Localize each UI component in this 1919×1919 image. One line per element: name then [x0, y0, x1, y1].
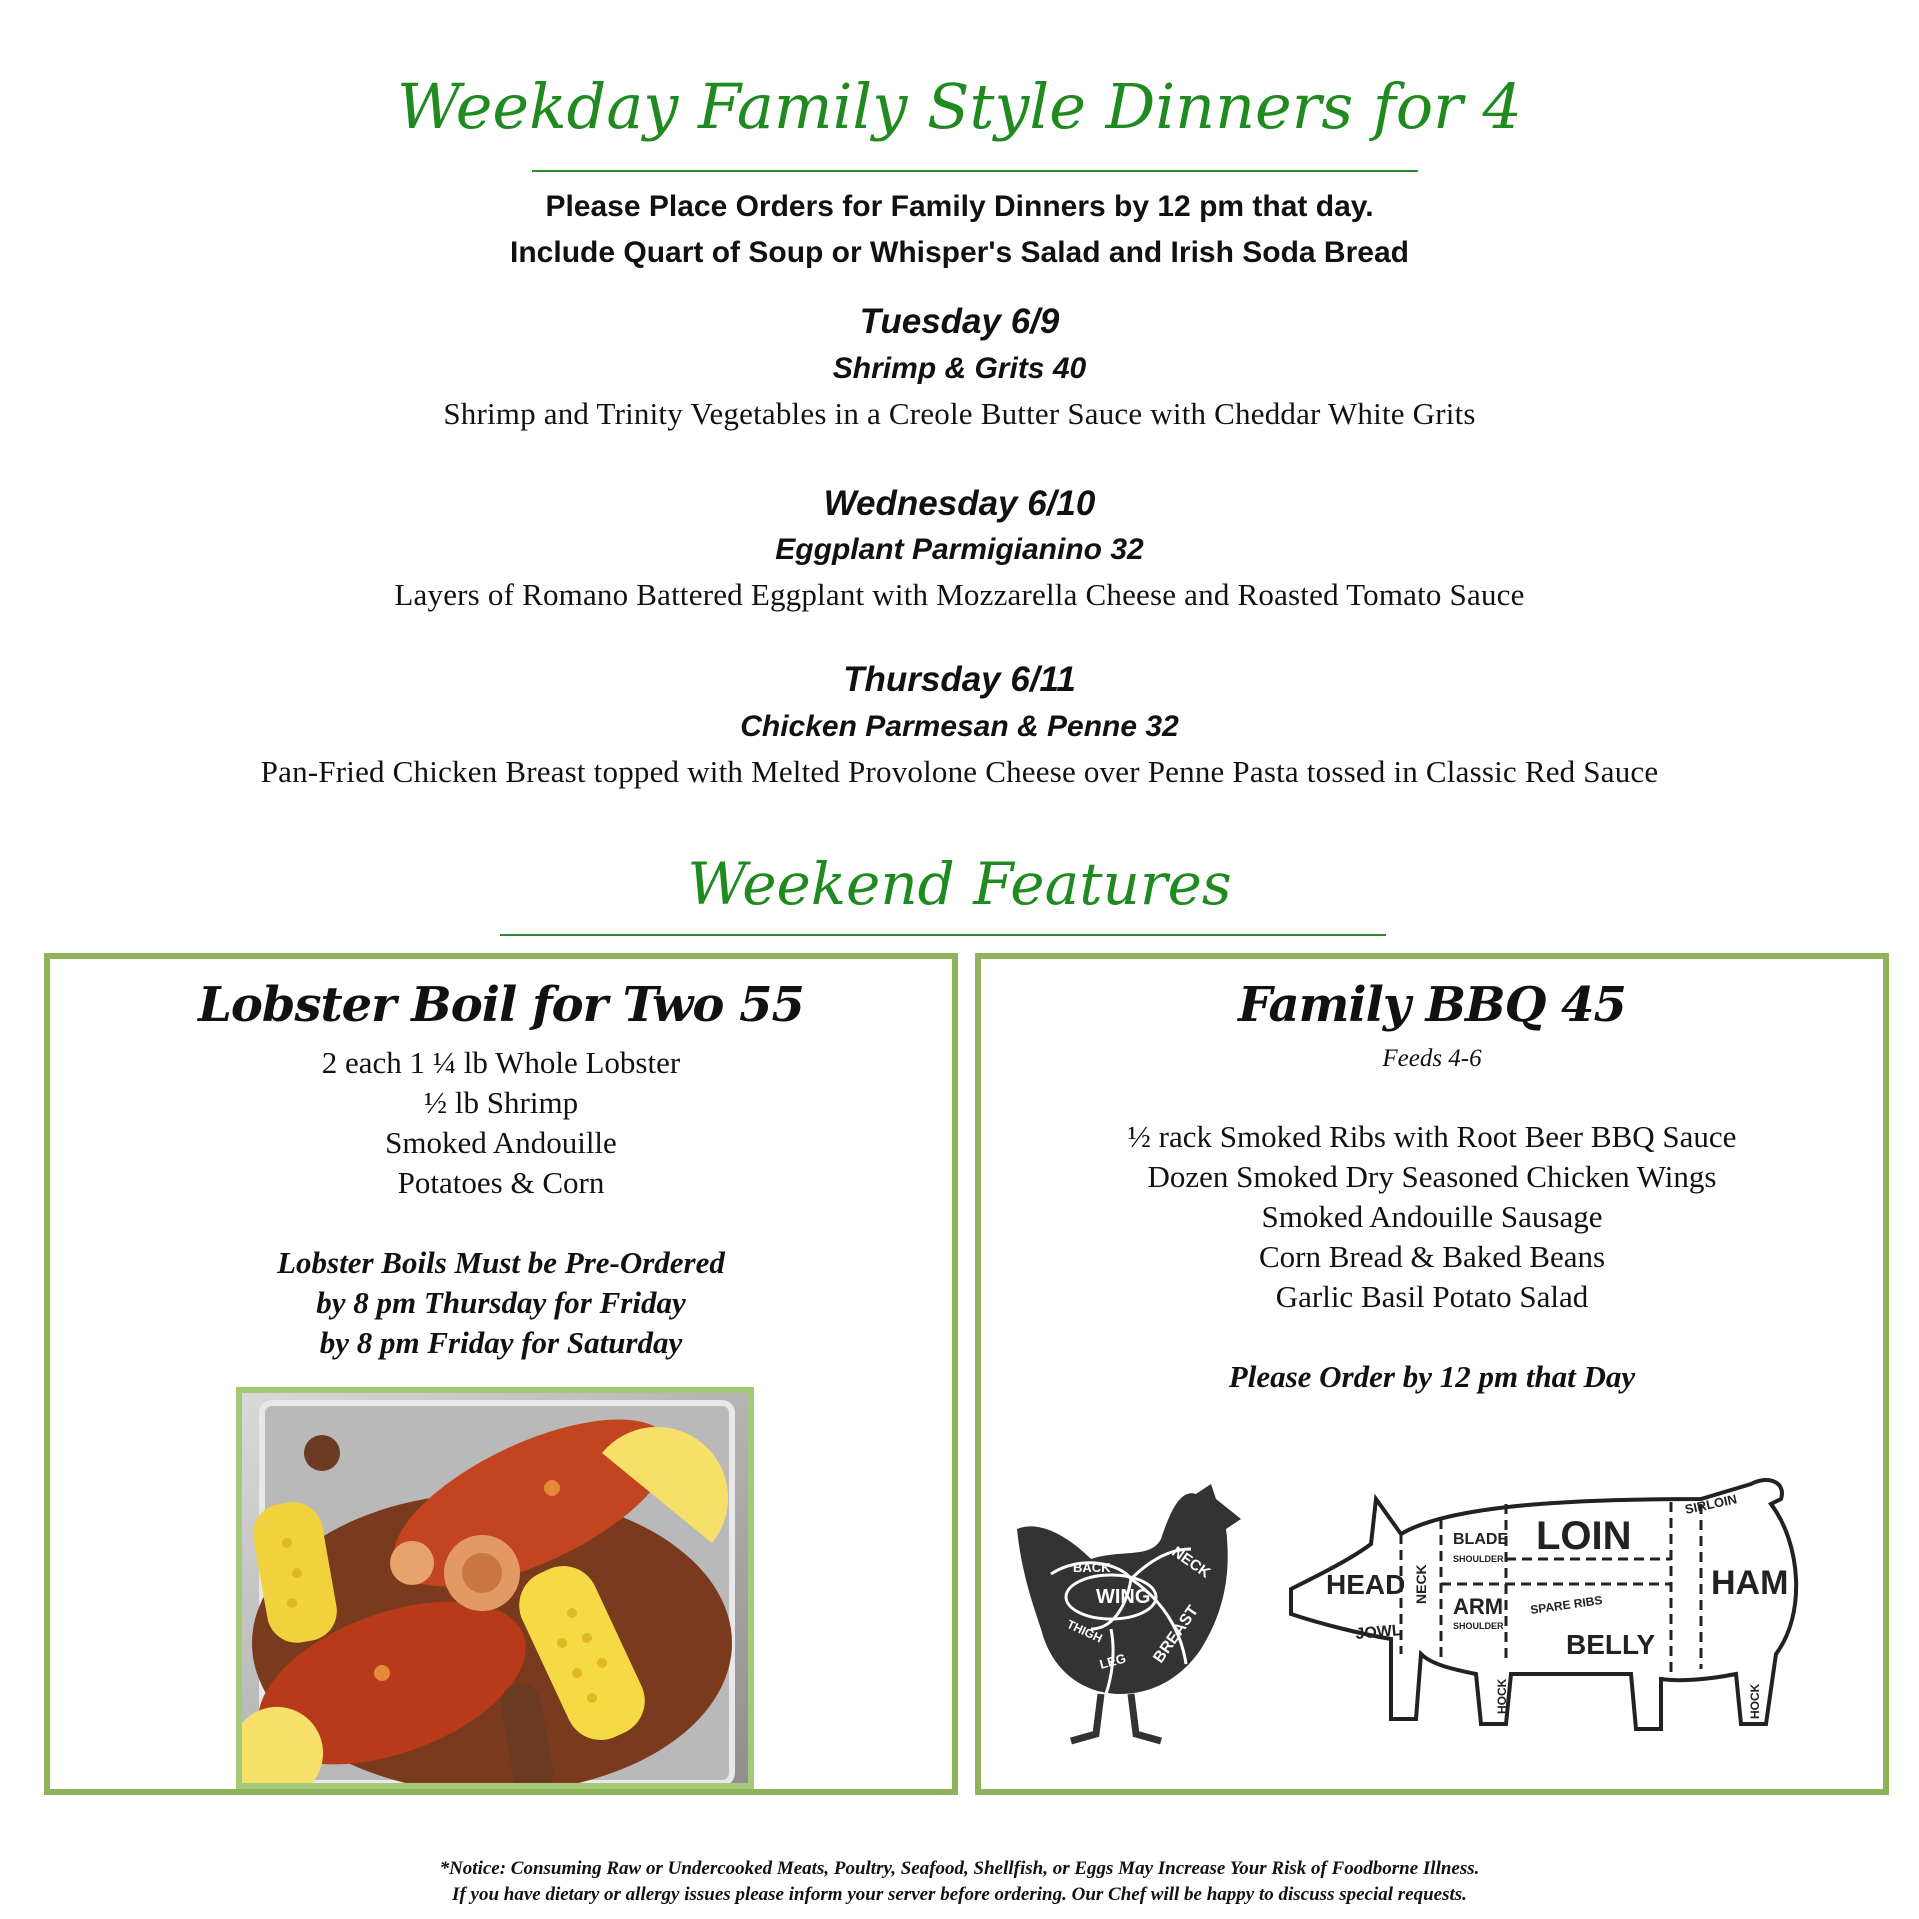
- dish-name: Chicken Parmesan & Penne 32: [740, 710, 1179, 743]
- preorder-note: Lobster Boils Must be Pre-Ordered: [277, 1245, 725, 1280]
- weekday-title: Weekday Family Style Dinners for 4: [397, 70, 1522, 143]
- lobster-boil-photo: [236, 1387, 754, 1789]
- bbq-item: ½ rack Smoked Ribs with Root Beer BBQ Sauce: [1127, 1119, 1737, 1154]
- weekend-divider: [500, 934, 1386, 936]
- preorder-note: by 8 pm Friday for Saturday: [319, 1325, 683, 1360]
- food-safety-notice: *Notice: Consuming Raw or Undercooked Meats, Poultry, Seafood, Shellfish, or Eggs May Increase Your Risk of Foodborne Illness.: [439, 1858, 1480, 1879]
- day-heading: Thursday 6/11: [843, 660, 1076, 699]
- diagram-label: BLADE: [1453, 1531, 1509, 1548]
- diagram-label: BREAST: [1150, 1602, 1203, 1667]
- lobster-item: 2 each 1 ¼ lb Whole Lobster: [321, 1045, 681, 1080]
- diagram-label: SHOULDER: [1453, 1621, 1504, 1631]
- dish-description: Pan-Fried Chicken Breast topped with Melted Provolone Cheese over Penne Pasta tossed in Classic Red Sauce: [260, 754, 1659, 789]
- diagram-label: HEAD: [1326, 1569, 1406, 1600]
- lobster-boil-title: Lobster Boil for Two 55: [198, 977, 804, 1033]
- bbq-item: Dozen Smoked Dry Seasoned Chicken Wings: [1147, 1159, 1717, 1194]
- allergy-notice: If you have dietary or allergy issues please inform your server before ordering. Our Chef will be happy to discuss special requests.: [452, 1884, 1467, 1905]
- diagram-label: NECK: [1413, 1564, 1429, 1604]
- diagram-label: SPARE RIBS: [1529, 1593, 1604, 1617]
- dish-name: Shrimp & Grits 40: [832, 352, 1087, 385]
- day-heading: Wednesday 6/10: [823, 484, 1096, 523]
- family-bbq-title: Family BBQ 45: [1238, 977, 1626, 1033]
- serving-size: Feeds 4-6: [1382, 1045, 1482, 1072]
- weekend-title: Weekend Features: [687, 850, 1232, 918]
- dish-description: Shrimp and Trinity Vegetables in a Creole Butter Sauce with Cheddar White Grits: [443, 396, 1476, 431]
- lobster-item: Potatoes & Corn: [397, 1165, 605, 1200]
- diagram-label: HAM: [1711, 1564, 1789, 1602]
- order-note: Please Order by 12 pm that Day: [1228, 1359, 1636, 1394]
- diagram-label: THIGH: [1064, 1617, 1105, 1646]
- diagram-label: HOCK: [1495, 1678, 1509, 1714]
- chicken-cuts-diagram: [1011, 1479, 1251, 1749]
- lobster-item: Smoked Andouille: [385, 1125, 617, 1160]
- diagram-label: WING: [1096, 1586, 1151, 1608]
- day-heading: Tuesday 6/9: [859, 302, 1060, 341]
- diagram-label: JOWL: [1354, 1622, 1403, 1643]
- bbq-item: Corn Bread & Baked Beans: [1258, 1239, 1606, 1274]
- diagram-label: ARM: [1453, 1594, 1504, 1619]
- weekday-divider: [532, 170, 1418, 172]
- diagram-label: SIRLOIN: [1683, 1491, 1739, 1517]
- bbq-item: Smoked Andouille Sausage: [1261, 1199, 1603, 1234]
- dish-description: Layers of Romano Battered Eggplant with Mozzarella Cheese and Roasted Tomato Sauce: [394, 577, 1525, 612]
- diagram-label: SHOULDER: [1453, 1554, 1504, 1564]
- lobster-item: ½ lb Shrimp: [423, 1085, 579, 1120]
- diagram-label: HOCK: [1748, 1683, 1762, 1719]
- diagram-label: LOIN: [1536, 1514, 1632, 1558]
- preorder-note: by 8 pm Thursday for Friday: [316, 1285, 686, 1320]
- diagram-label: LEG: [1097, 1650, 1128, 1672]
- diagram-label: NECK: [1168, 1543, 1214, 1582]
- bbq-item: Garlic Basil Potato Salad: [1275, 1279, 1589, 1314]
- pig-cuts-diagram: [1281, 1464, 1841, 1764]
- diagram-label: BACK: [1073, 1560, 1111, 1575]
- diagram-label: BELLY: [1566, 1629, 1656, 1660]
- inclusions-note: Include Quart of Soup or Whisper's Salad and Irish Soda Bread: [510, 236, 1409, 269]
- lobster-boil-panel: [44, 953, 958, 1795]
- order-deadline-note: Please Place Orders for Family Dinners by 12 pm that day.: [545, 190, 1374, 223]
- family-bbq-panel: [975, 953, 1889, 1795]
- dish-name: Eggplant Parmigianino 32: [775, 533, 1144, 566]
